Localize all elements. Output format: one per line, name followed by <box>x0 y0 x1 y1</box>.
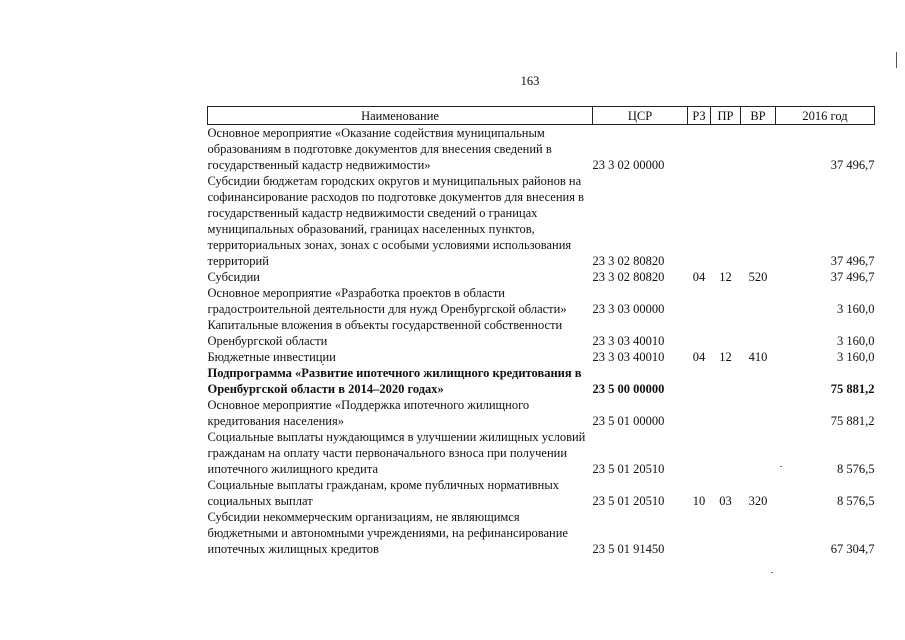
table-row <box>208 269 875 285</box>
row-pr: 03 <box>719 494 732 508</box>
row-rz <box>688 285 711 317</box>
row-csr: 23 3 02 80820 <box>592 254 665 268</box>
row-amount: 37 496,7 <box>830 254 875 268</box>
header-rz: РЗ <box>688 107 711 125</box>
row-amount: 8 576,5 <box>837 494 875 508</box>
table-row <box>208 429 875 477</box>
header-name: Наименование <box>208 107 593 125</box>
row-pr: 12 <box>719 270 732 284</box>
row-amount: 3 160,0 <box>837 334 875 348</box>
row-vr <box>741 285 776 317</box>
row-name: Социальные выплаты гражданам, кроме публичных нормативных социальных выплат <box>207 478 559 508</box>
row-csr: 23 5 01 20510 <box>592 462 665 476</box>
row-vr: 410 <box>748 350 768 364</box>
header-year: 2016 год <box>776 107 875 125</box>
row-pr <box>711 429 741 477</box>
row-csr: 23 5 00 00000 <box>592 382 665 396</box>
row-pr <box>711 317 741 349</box>
row-pr <box>711 397 741 429</box>
row-csr: 23 5 01 00000 <box>592 414 665 428</box>
row-amount: 37 496,7 <box>830 270 875 284</box>
row-csr: 23 3 03 40010 <box>592 334 665 348</box>
row-pr <box>711 285 741 317</box>
table-row <box>208 125 875 174</box>
row-name: Основное мероприятие «Оказание содействия муниципальным образованиям в подготовке документов для внесения сведений в государственный кадастр недвижимости» <box>207 126 552 172</box>
page-number: 163 <box>520 74 540 88</box>
row-csr: 23 5 01 91450 <box>592 542 665 556</box>
row-pr: 12 <box>719 350 732 364</box>
table-row <box>208 365 875 397</box>
row-csr: 23 3 02 80820 <box>592 270 665 284</box>
row-pr <box>711 365 741 397</box>
row-amount: 3 160,0 <box>837 350 875 364</box>
row-vr <box>741 173 776 269</box>
row-rz <box>688 317 711 349</box>
row-csr: 23 5 01 20510 <box>592 494 665 508</box>
row-name: Субсидии бюджетам городских округов и муниципальных районов на софинансирование расходов по подготовке документов для внесения в государственный кадастр недвижимости сведений о границах муниципальных образований, границах населенных пунктов, территориальных зонах, зонах с особыми условиями использования территорий <box>207 174 585 268</box>
row-amount: 37 496,7 <box>830 158 875 172</box>
scan-edge-mark <box>896 52 897 68</box>
row-name: Субсидии <box>207 270 260 284</box>
row-name: Капитальные вложения в объекты государственной собственности Оренбургской области <box>207 318 563 348</box>
table-row <box>208 477 875 509</box>
row-amount: 3 160,0 <box>837 302 875 316</box>
row-name: Подпрограмма «Развитие ипотечного жилищного кредитования в Оренбургской области в 2014–2020 годах» <box>207 366 582 396</box>
header-csr: ЦСР <box>593 107 688 125</box>
table-row <box>208 349 875 365</box>
table-row <box>208 397 875 429</box>
table-row <box>208 285 875 317</box>
row-amount: 75 881,2 <box>830 414 875 428</box>
row-name: Основное мероприятие «Поддержка ипотечного жилищного кредитования населения» <box>207 398 530 428</box>
header-vr: ВР <box>741 107 776 125</box>
row-csr: 23 3 03 40010 <box>592 350 665 364</box>
row-rz <box>688 125 711 174</box>
row-vr <box>741 365 776 397</box>
row-pr <box>711 173 741 269</box>
row-amount: 75 881,2 <box>830 382 875 396</box>
row-name: Бюджетные инвестиции <box>207 350 336 364</box>
row-vr: 320 <box>748 494 768 508</box>
header-pr: ПР <box>711 107 741 125</box>
row-rz <box>688 429 711 477</box>
budget-table <box>207 106 875 557</box>
table-header-row <box>208 107 875 125</box>
row-pr <box>711 509 741 557</box>
row-rz <box>688 173 711 269</box>
row-name: Субсидии некоммерческим организациям, не являющимся бюджетными и автономными учреждениями, на рефинансирование ипотечных жилищных кредитов <box>207 510 568 556</box>
row-amount: 67 304,7 <box>830 542 875 556</box>
row-rz: 04 <box>692 350 706 364</box>
row-name: Социальные выплаты нуждающимся в улучшении жилищных условий гражданам на оплату части первоначального взноса при получении ипотечного жилищного кредита <box>207 430 586 476</box>
row-vr <box>741 125 776 174</box>
row-csr: 23 3 02 00000 <box>592 158 665 172</box>
row-rz <box>688 509 711 557</box>
row-rz: 10 <box>692 494 706 508</box>
row-rz <box>688 397 711 429</box>
row-vr: 520 <box>748 270 768 284</box>
table-row <box>208 509 875 557</box>
row-vr <box>741 397 776 429</box>
row-name: Основное мероприятие «Разработка проектов в области градостроительной деятельности для нужд Оренбургской области» <box>207 286 567 316</box>
table-row <box>208 317 875 349</box>
row-vr <box>741 509 776 557</box>
row-amount: 8 576,5 <box>837 462 875 476</box>
table-row <box>208 173 875 269</box>
row-csr: 23 3 03 00000 <box>592 302 665 316</box>
row-rz: 04 <box>692 270 706 284</box>
row-rz <box>688 365 711 397</box>
row-vr <box>741 317 776 349</box>
row-pr <box>711 125 741 174</box>
row-vr <box>741 429 776 477</box>
scan-speck <box>771 572 773 573</box>
